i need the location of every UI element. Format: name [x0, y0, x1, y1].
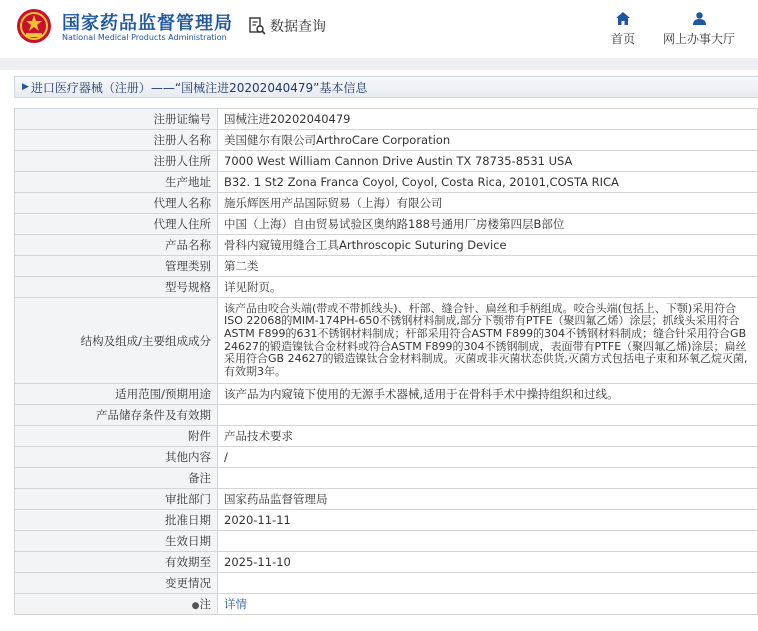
info-row-label: 生产地址: [15, 172, 218, 193]
info-row-value: 骨科内窥镜用缝合工具Arthroscopic Suturing Device: [218, 235, 758, 256]
detail-link[interactable]: 详情: [218, 594, 758, 615]
info-row-label: 审批部门: [15, 489, 218, 510]
info-row-label: 有效期至: [15, 552, 218, 573]
device-info-table: [14, 108, 758, 615]
nav-home-label: 首页: [611, 32, 636, 46]
info-row-label: 生效日期: [15, 531, 218, 552]
info-row-value: 该产品为内窥镜下使用的无源手术器械,适用于在骨科手术中操持组织和过线。: [218, 384, 758, 405]
info-row-value: [218, 531, 758, 552]
info-row-label: 产品储存条件及有效期: [15, 405, 218, 426]
info-row-value: [218, 573, 758, 594]
info-row-label: 批准日期: [15, 510, 218, 531]
info-row: [15, 489, 758, 510]
info-row-label: 其他内容: [15, 447, 218, 468]
header-divider: [0, 58, 758, 70]
info-row: [15, 130, 758, 151]
home-icon: [616, 12, 630, 25]
breadcrumb-text: 进口医疗器械（注册）——“国械注进20202040479”基本信息: [30, 80, 368, 95]
info-row-label: 注册证编号: [15, 109, 218, 130]
info-row-value: 产品技术要求: [218, 426, 758, 447]
info-row: [15, 552, 758, 573]
info-row: [15, 193, 758, 214]
site-title-cn: 国家药品监督管理局: [62, 13, 233, 34]
info-row: [15, 447, 758, 468]
document-search-icon: [248, 17, 266, 35]
info-row-value: 详见附页。: [218, 277, 758, 298]
info-row-label: 型号规格: [15, 277, 218, 298]
info-row-value: 国家药品监督管理局: [218, 489, 758, 510]
info-row: [15, 510, 758, 531]
info-row-label: 注册人住所: [15, 151, 218, 172]
site-title-en: National Medical Products Administration: [62, 33, 227, 42]
info-row-label: 适用范围/预期用途: [15, 384, 218, 405]
info-row-value: [218, 405, 758, 426]
info-row-label: 代理人名称: [15, 193, 218, 214]
info-row: [15, 298, 758, 384]
info-row-value: [218, 468, 758, 489]
info-row-value: 施乐辉医用产品国际贸易（上海）有限公司: [218, 193, 758, 214]
info-row-label: 管理类别: [15, 256, 218, 277]
info-row-value: 7000 West William Cannon Drive Austin TX 78735-8531 USA: [218, 151, 758, 172]
info-row: [15, 172, 758, 193]
user-icon: [693, 12, 706, 25]
info-row: [15, 384, 758, 405]
info-row: [15, 426, 758, 447]
info-row-value: 该产品由咬合头端(带或不带抓线头)、杆部、缝合针、扁丝和手柄组成。咬合头端(包括上、下颚)采用符合ISO 22068的MIM-174PH-650不锈钢材料制成,部分下颚带有PTFE（聚四氟乙烯）涂层；抓线头采用符合ASTM F899的631不锈钢材料制成；杆部采用符合ASTM F899的304不锈钢材料制成；缝合针采用符合GB 24627的锻造镍钛合金材料或符合ASTM F899的304不锈钢制成，表面带有PTFE（聚四氟乙烯)涂层；扁丝采用符合GB 24627的锻造镍钛合金材料制成。灭菌或非灭菌状态供货,灭菌方式包括电子束和环氧乙烷灭菌,有效期3年。: [218, 298, 758, 384]
info-row: [15, 109, 758, 130]
nav-online-service-hall-label: 网上办事大厅: [663, 32, 736, 46]
nav-online-service-hall[interactable]: [663, 12, 735, 47]
info-row-value: B32. 1 St2 Zona Franca Coyol, Coyol, Costa Rica, 20101,COSTA RICA: [218, 172, 758, 193]
info-row: [15, 531, 758, 552]
site-header: [0, 0, 758, 58]
info-row-value: 2025-11-10: [218, 552, 758, 573]
info-row-label: 注册人名称: [15, 130, 218, 151]
info-row: [15, 594, 758, 615]
breadcrumb-arrow-icon: ▶: [22, 82, 29, 92]
info-row-value: 国械注进20202040479: [218, 109, 758, 130]
info-row: [15, 151, 758, 172]
info-row: [15, 573, 758, 594]
info-row: [15, 235, 758, 256]
info-row-label: 备注: [15, 468, 218, 489]
data-query-label: 数据查询: [270, 19, 326, 35]
info-row-label: ●注: [15, 594, 218, 615]
info-row: [15, 256, 758, 277]
national-emblem-icon: [16, 8, 52, 44]
nav-home[interactable]: [611, 12, 635, 47]
info-row: [15, 277, 758, 298]
info-row-label: 产品名称: [15, 235, 218, 256]
bullet-icon: ●: [191, 601, 200, 611]
info-row-value: 美国健尔有限公司ArthroCare Corporation: [218, 130, 758, 151]
info-row-value: 第二类: [218, 256, 758, 277]
info-row-value: 2020-11-11: [218, 510, 758, 531]
info-row-label: 变更情况: [15, 573, 218, 594]
info-row: [15, 214, 758, 235]
info-row: [15, 405, 758, 426]
breadcrumb: [14, 76, 758, 98]
info-row-label: 结构及组成/主要组成成分: [15, 298, 218, 384]
info-row-label: 代理人住所: [15, 214, 218, 235]
data-query-link[interactable]: [248, 16, 326, 36]
info-row-value: /: [218, 447, 758, 468]
info-row-value: 中国（上海）自由贸易试验区奥纳路188号通用厂房楼第四层B部位: [218, 214, 758, 235]
info-row: [15, 468, 758, 489]
info-row-label: 附件: [15, 426, 218, 447]
